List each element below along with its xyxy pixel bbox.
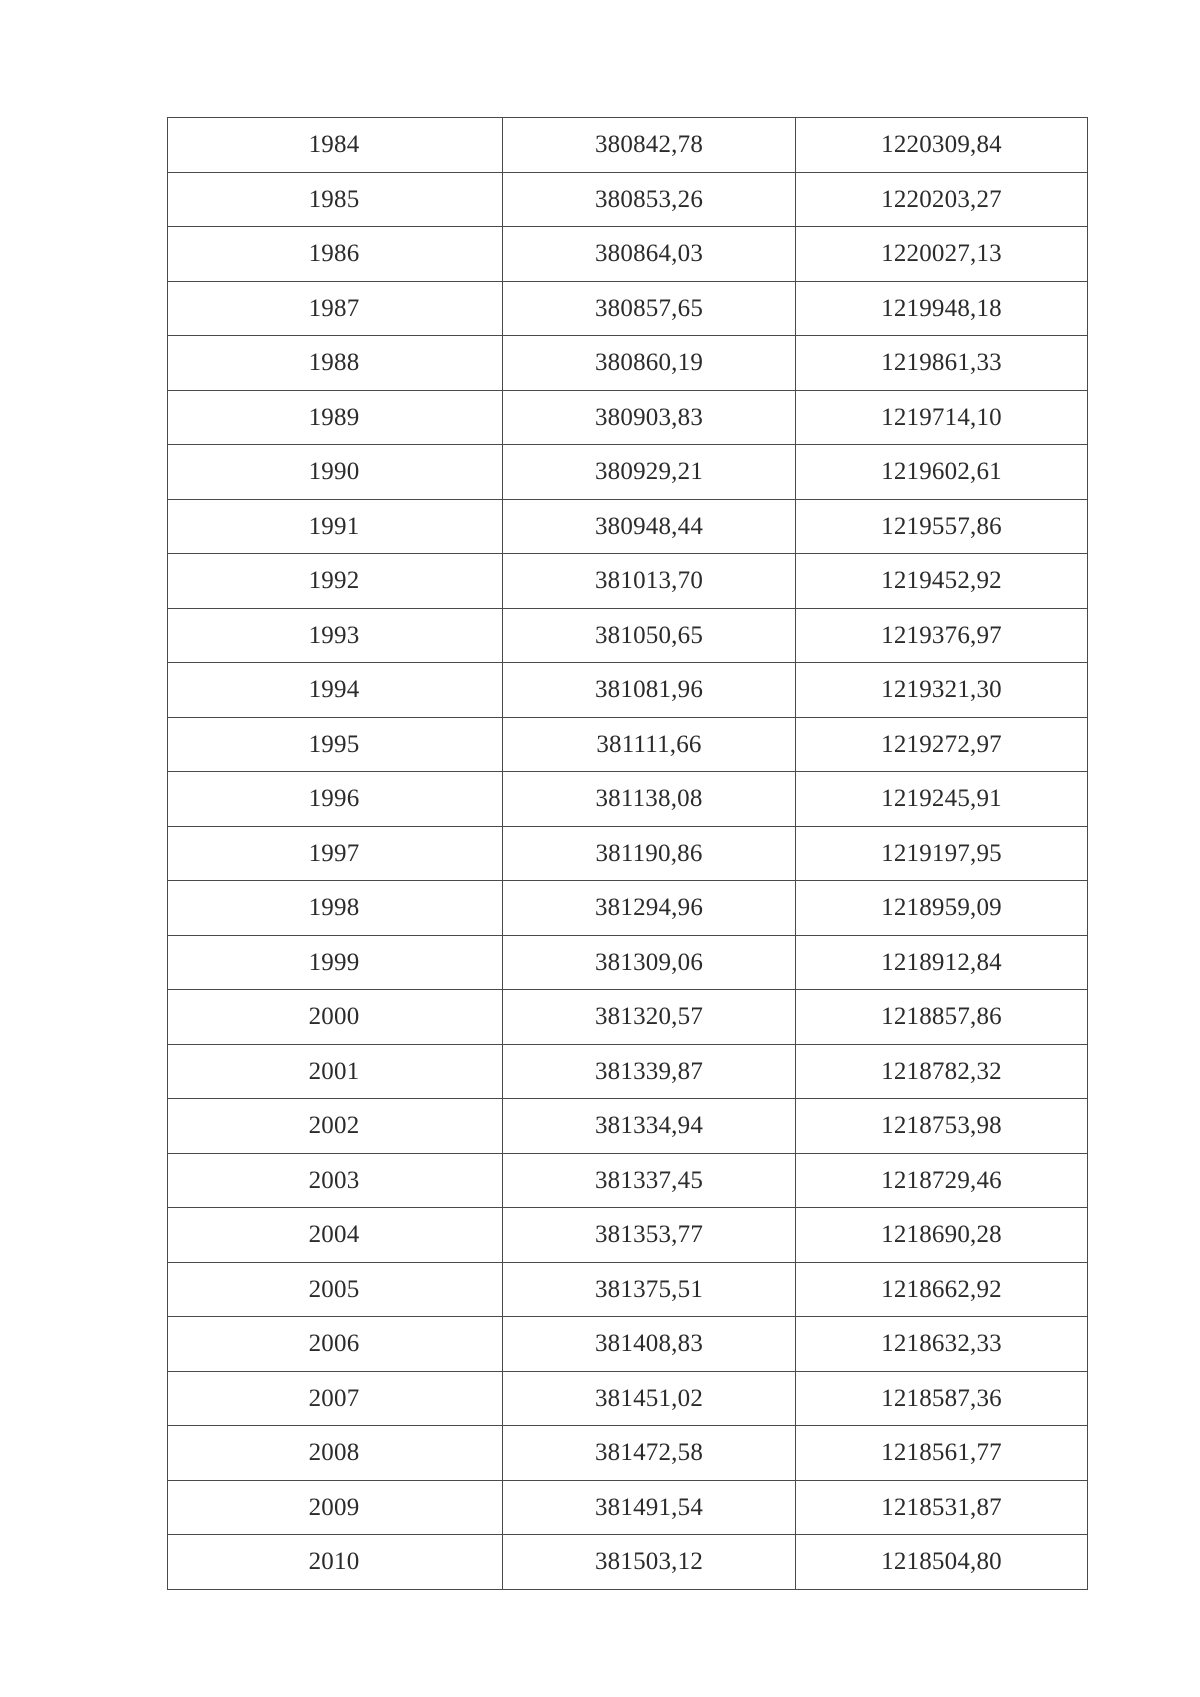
value-a-cell: 381320,57 (503, 990, 796, 1045)
value-b-cell: 1218587,36 (796, 1371, 1088, 1426)
value-a-cell: 380864,03 (503, 227, 796, 282)
table-row (168, 826, 1088, 881)
value-a-cell: 380853,26 (503, 172, 796, 227)
table-row (168, 1317, 1088, 1372)
value-a-cell: 381111,66 (503, 717, 796, 772)
value-b-cell: 1219376,97 (796, 608, 1088, 663)
value-a-cell: 381294,96 (503, 881, 796, 936)
value-a-cell: 380860,19 (503, 336, 796, 391)
value-a-cell: 381050,65 (503, 608, 796, 663)
value-b-cell: 1220309,84 (796, 118, 1088, 173)
value-b-cell: 1218857,86 (796, 990, 1088, 1045)
year-cell: 2005 (168, 1262, 503, 1317)
table-row (168, 1426, 1088, 1481)
table-body (168, 118, 1088, 1590)
table-row (168, 1262, 1088, 1317)
year-cell: 2009 (168, 1480, 503, 1535)
table-row (168, 1044, 1088, 1099)
value-b-cell: 1219452,92 (796, 554, 1088, 609)
year-cell: 2004 (168, 1208, 503, 1263)
value-a-cell: 381334,94 (503, 1099, 796, 1154)
value-b-cell: 1219861,33 (796, 336, 1088, 391)
year-cell: 1988 (168, 336, 503, 391)
value-a-cell: 381337,45 (503, 1153, 796, 1208)
year-cell: 1993 (168, 608, 503, 663)
year-cell: 1995 (168, 717, 503, 772)
value-b-cell: 1219245,91 (796, 772, 1088, 827)
value-a-cell: 381081,96 (503, 663, 796, 718)
value-a-cell: 381375,51 (503, 1262, 796, 1317)
table-row (168, 1371, 1088, 1426)
year-cell: 2002 (168, 1099, 503, 1154)
year-cell: 1984 (168, 118, 503, 173)
table-row (168, 1535, 1088, 1590)
year-cell: 1996 (168, 772, 503, 827)
value-b-cell: 1219272,97 (796, 717, 1088, 772)
value-a-cell: 380929,21 (503, 445, 796, 500)
value-b-cell: 1218531,87 (796, 1480, 1088, 1535)
value-b-cell: 1218561,77 (796, 1426, 1088, 1481)
table-row (168, 1480, 1088, 1535)
year-cell: 1992 (168, 554, 503, 609)
value-b-cell: 1220203,27 (796, 172, 1088, 227)
value-b-cell: 1220027,13 (796, 227, 1088, 282)
table-row (168, 227, 1088, 282)
value-b-cell: 1218690,28 (796, 1208, 1088, 1263)
table-row (168, 881, 1088, 936)
table-row (168, 499, 1088, 554)
value-a-cell: 380948,44 (503, 499, 796, 554)
year-cell: 1991 (168, 499, 503, 554)
year-cell: 1994 (168, 663, 503, 718)
table-row (168, 990, 1088, 1045)
year-cell: 1999 (168, 935, 503, 990)
table-row (168, 772, 1088, 827)
table-row (168, 118, 1088, 173)
table-row (168, 1208, 1088, 1263)
year-cell: 1989 (168, 390, 503, 445)
value-b-cell: 1218912,84 (796, 935, 1088, 990)
table-row (168, 663, 1088, 718)
value-a-cell: 381309,06 (503, 935, 796, 990)
value-a-cell: 380842,78 (503, 118, 796, 173)
table-row (168, 608, 1088, 663)
year-cell: 2000 (168, 990, 503, 1045)
value-b-cell: 1218959,09 (796, 881, 1088, 936)
value-b-cell: 1218753,98 (796, 1099, 1088, 1154)
value-a-cell: 381339,87 (503, 1044, 796, 1099)
year-cell: 2007 (168, 1371, 503, 1426)
value-a-cell: 381190,86 (503, 826, 796, 881)
year-cell: 1987 (168, 281, 503, 336)
year-cell: 2008 (168, 1426, 503, 1481)
value-b-cell: 1219602,61 (796, 445, 1088, 500)
value-b-cell: 1219714,10 (796, 390, 1088, 445)
value-b-cell: 1219321,30 (796, 663, 1088, 718)
table-row (168, 445, 1088, 500)
value-b-cell: 1218729,46 (796, 1153, 1088, 1208)
value-b-cell: 1218662,92 (796, 1262, 1088, 1317)
value-b-cell: 1219197,95 (796, 826, 1088, 881)
value-a-cell: 381491,54 (503, 1480, 796, 1535)
value-a-cell: 380857,65 (503, 281, 796, 336)
table-row (168, 172, 1088, 227)
year-cell: 2003 (168, 1153, 503, 1208)
value-b-cell: 1219948,18 (796, 281, 1088, 336)
table-row (168, 281, 1088, 336)
value-a-cell: 381503,12 (503, 1535, 796, 1590)
table-row (168, 554, 1088, 609)
value-a-cell: 381353,77 (503, 1208, 796, 1263)
value-a-cell: 381408,83 (503, 1317, 796, 1372)
coordinates-table (167, 117, 1088, 1590)
value-a-cell: 381013,70 (503, 554, 796, 609)
table-row (168, 336, 1088, 391)
year-cell: 2001 (168, 1044, 503, 1099)
value-a-cell: 381451,02 (503, 1371, 796, 1426)
year-cell: 1985 (168, 172, 503, 227)
table-row (168, 935, 1088, 990)
value-b-cell: 1219557,86 (796, 499, 1088, 554)
year-cell: 1998 (168, 881, 503, 936)
table-row (168, 390, 1088, 445)
year-cell: 1997 (168, 826, 503, 881)
value-a-cell: 381472,58 (503, 1426, 796, 1481)
table-row (168, 1153, 1088, 1208)
value-b-cell: 1218782,32 (796, 1044, 1088, 1099)
value-a-cell: 381138,08 (503, 772, 796, 827)
year-cell: 1990 (168, 445, 503, 500)
table-row (168, 717, 1088, 772)
table-row (168, 1099, 1088, 1154)
value-b-cell: 1218632,33 (796, 1317, 1088, 1372)
year-cell: 2006 (168, 1317, 503, 1372)
value-b-cell: 1218504,80 (796, 1535, 1088, 1590)
year-cell: 1986 (168, 227, 503, 282)
value-a-cell: 380903,83 (503, 390, 796, 445)
year-cell: 2010 (168, 1535, 503, 1590)
